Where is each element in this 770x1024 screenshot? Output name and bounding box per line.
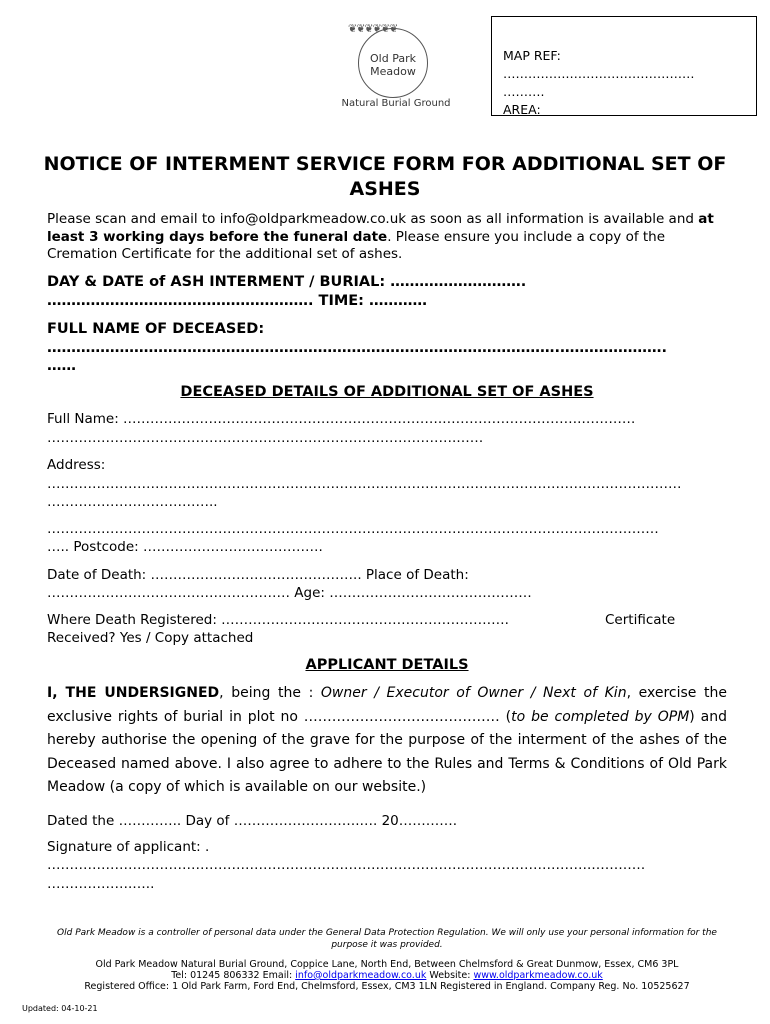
applicant-declaration <box>47 682 727 800</box>
applicant-roles: Owner / Executor of Owner / Next of Kin <box>320 685 627 701</box>
address-label: Address: <box>47 457 106 473</box>
exercise-text: , exercise the exclusive rights of burial in plot no …………………………………… ( <box>47 685 728 725</box>
address-line1[interactable]: …………………………………………………………………………………………………………………………… <box>47 476 682 492</box>
undersigned-label: I, THE UNDERSIGNED <box>47 685 220 701</box>
deceased-full-name-line1[interactable]: Full Name: ………………….………………………………………….………………………….………… <box>47 411 636 427</box>
updated-date: Updated: 04-10-21 <box>22 1004 98 1013</box>
website-link[interactable]: www.oldparkmeadow.co.uk <box>473 970 603 981</box>
address-line2[interactable]: ……………………………….. <box>47 494 218 510</box>
deceased-section-heading: DECEASED DETAILS OF ADDITIONAL SET OF ASHES <box>180 384 594 400</box>
postcode-line[interactable]: ….. Postcode: …………………………………. <box>47 539 323 555</box>
logo-subtitle: Natural Burial Ground <box>341 98 451 109</box>
day-date-line1[interactable]: DAY & DATE of ASH INTERMENT / BURIAL: ………………………. <box>47 274 527 290</box>
address-line3[interactable]: …………………………………………………………………………………………………………….………… <box>47 521 659 537</box>
footer-address: Old Park Meadow Natural Burial Ground, Coppice Lane, North End, Between Chelmsford & Great Dunmow, Essex, CM6 3PL <box>95 959 679 970</box>
intro-deadline: at least 3 working days before the funeral date <box>47 211 714 245</box>
logo <box>336 22 456 114</box>
signature-line1[interactable]: ………………………………………………………………………………………………………….………… <box>47 857 646 873</box>
applicant-section-heading: APPLICANT DETAILS <box>305 657 469 673</box>
map-ref-line2[interactable]: ………. <box>503 84 545 99</box>
day-date-line2[interactable]: ………………………………………………. TIME: ………… <box>47 293 428 309</box>
intro-text-2: . Please ensure you include a copy of the Cremation Certificate for the additional set of ashes. <box>47 228 666 262</box>
tel-email-label: Tel: 01245 806332 Email: <box>171 970 296 981</box>
certificate-label: Certificate <box>605 612 676 628</box>
laurel-icon: ❦❦❦❦❦❦ <box>348 22 398 35</box>
certificate-received[interactable]: Received? Yes / Copy attached <box>47 630 254 646</box>
date-of-death-line[interactable]: Date of Death: ……………………………………….. Place of Death: <box>47 567 469 583</box>
form-title: NOTICE OF INTERMENT SERVICE FORM FOR ADDITIONAL SET OF ASHES <box>43 153 727 200</box>
being-the-text: , being the : <box>219 685 321 701</box>
area-label: AREA: <box>503 102 541 116</box>
map-ref-line1[interactable]: …………….………………………… <box>503 66 695 81</box>
map-ref-label: MAP REF: <box>503 48 561 63</box>
opm-note: to be completed by OPM <box>511 708 690 725</box>
where-registered-line[interactable]: Where Death Registered: ………………………………………………………. <box>47 612 509 628</box>
full-name-line2[interactable]: …… <box>47 358 76 374</box>
deceased-full-name-line2[interactable]: ……………………………………………………………………………….…… <box>47 430 484 446</box>
dated-line[interactable]: Dated the ………….. Day of ……………………….…. 20…………. <box>47 813 458 829</box>
map-ref-box <box>491 16 757 116</box>
email-link[interactable]: info@oldparkmeadow.co.uk <box>295 970 427 981</box>
signature-label: Signature of applicant: . <box>47 839 210 855</box>
full-name-label: FULL NAME OF DECEASED: <box>47 321 265 337</box>
age-line[interactable]: ……………………………………………… Age: ……………………………………… <box>47 585 532 601</box>
full-name-line1[interactable]: …………………………………………………………………………………………….…………………. <box>47 340 668 356</box>
authorise-text: ) and hereby authorise the opening of the grave for the purpose of the interment of the ashes of the Deceased named above. I also agree to adhere to the Rules and Terms & Conditions of Old Park Meadow (a copy of which is available on our website.) <box>47 708 727 795</box>
logo-name-line2: Meadow <box>370 65 416 78</box>
intro-text-1: Please scan and email to info@oldparkmeadow.co.uk as soon as all information is available and <box>47 211 699 227</box>
website-label: Website: <box>426 970 474 981</box>
registered-office: Registered Office: 1 Old Park Farm, Ford End, Chelmsford, Essex, CM3 1LN Registered in England. Company Reg. No. 10525627 <box>84 981 690 992</box>
intro-paragraph <box>47 211 727 264</box>
logo-name-line1: Old Park <box>370 52 416 65</box>
signature-line2[interactable]: ……………….….. <box>47 876 155 892</box>
gdpr-notice: Old Park Meadow is a controller of personal data under the General Data Protection Regulation. We will only use your personal information for the purpose it was provided. <box>57 928 717 950</box>
